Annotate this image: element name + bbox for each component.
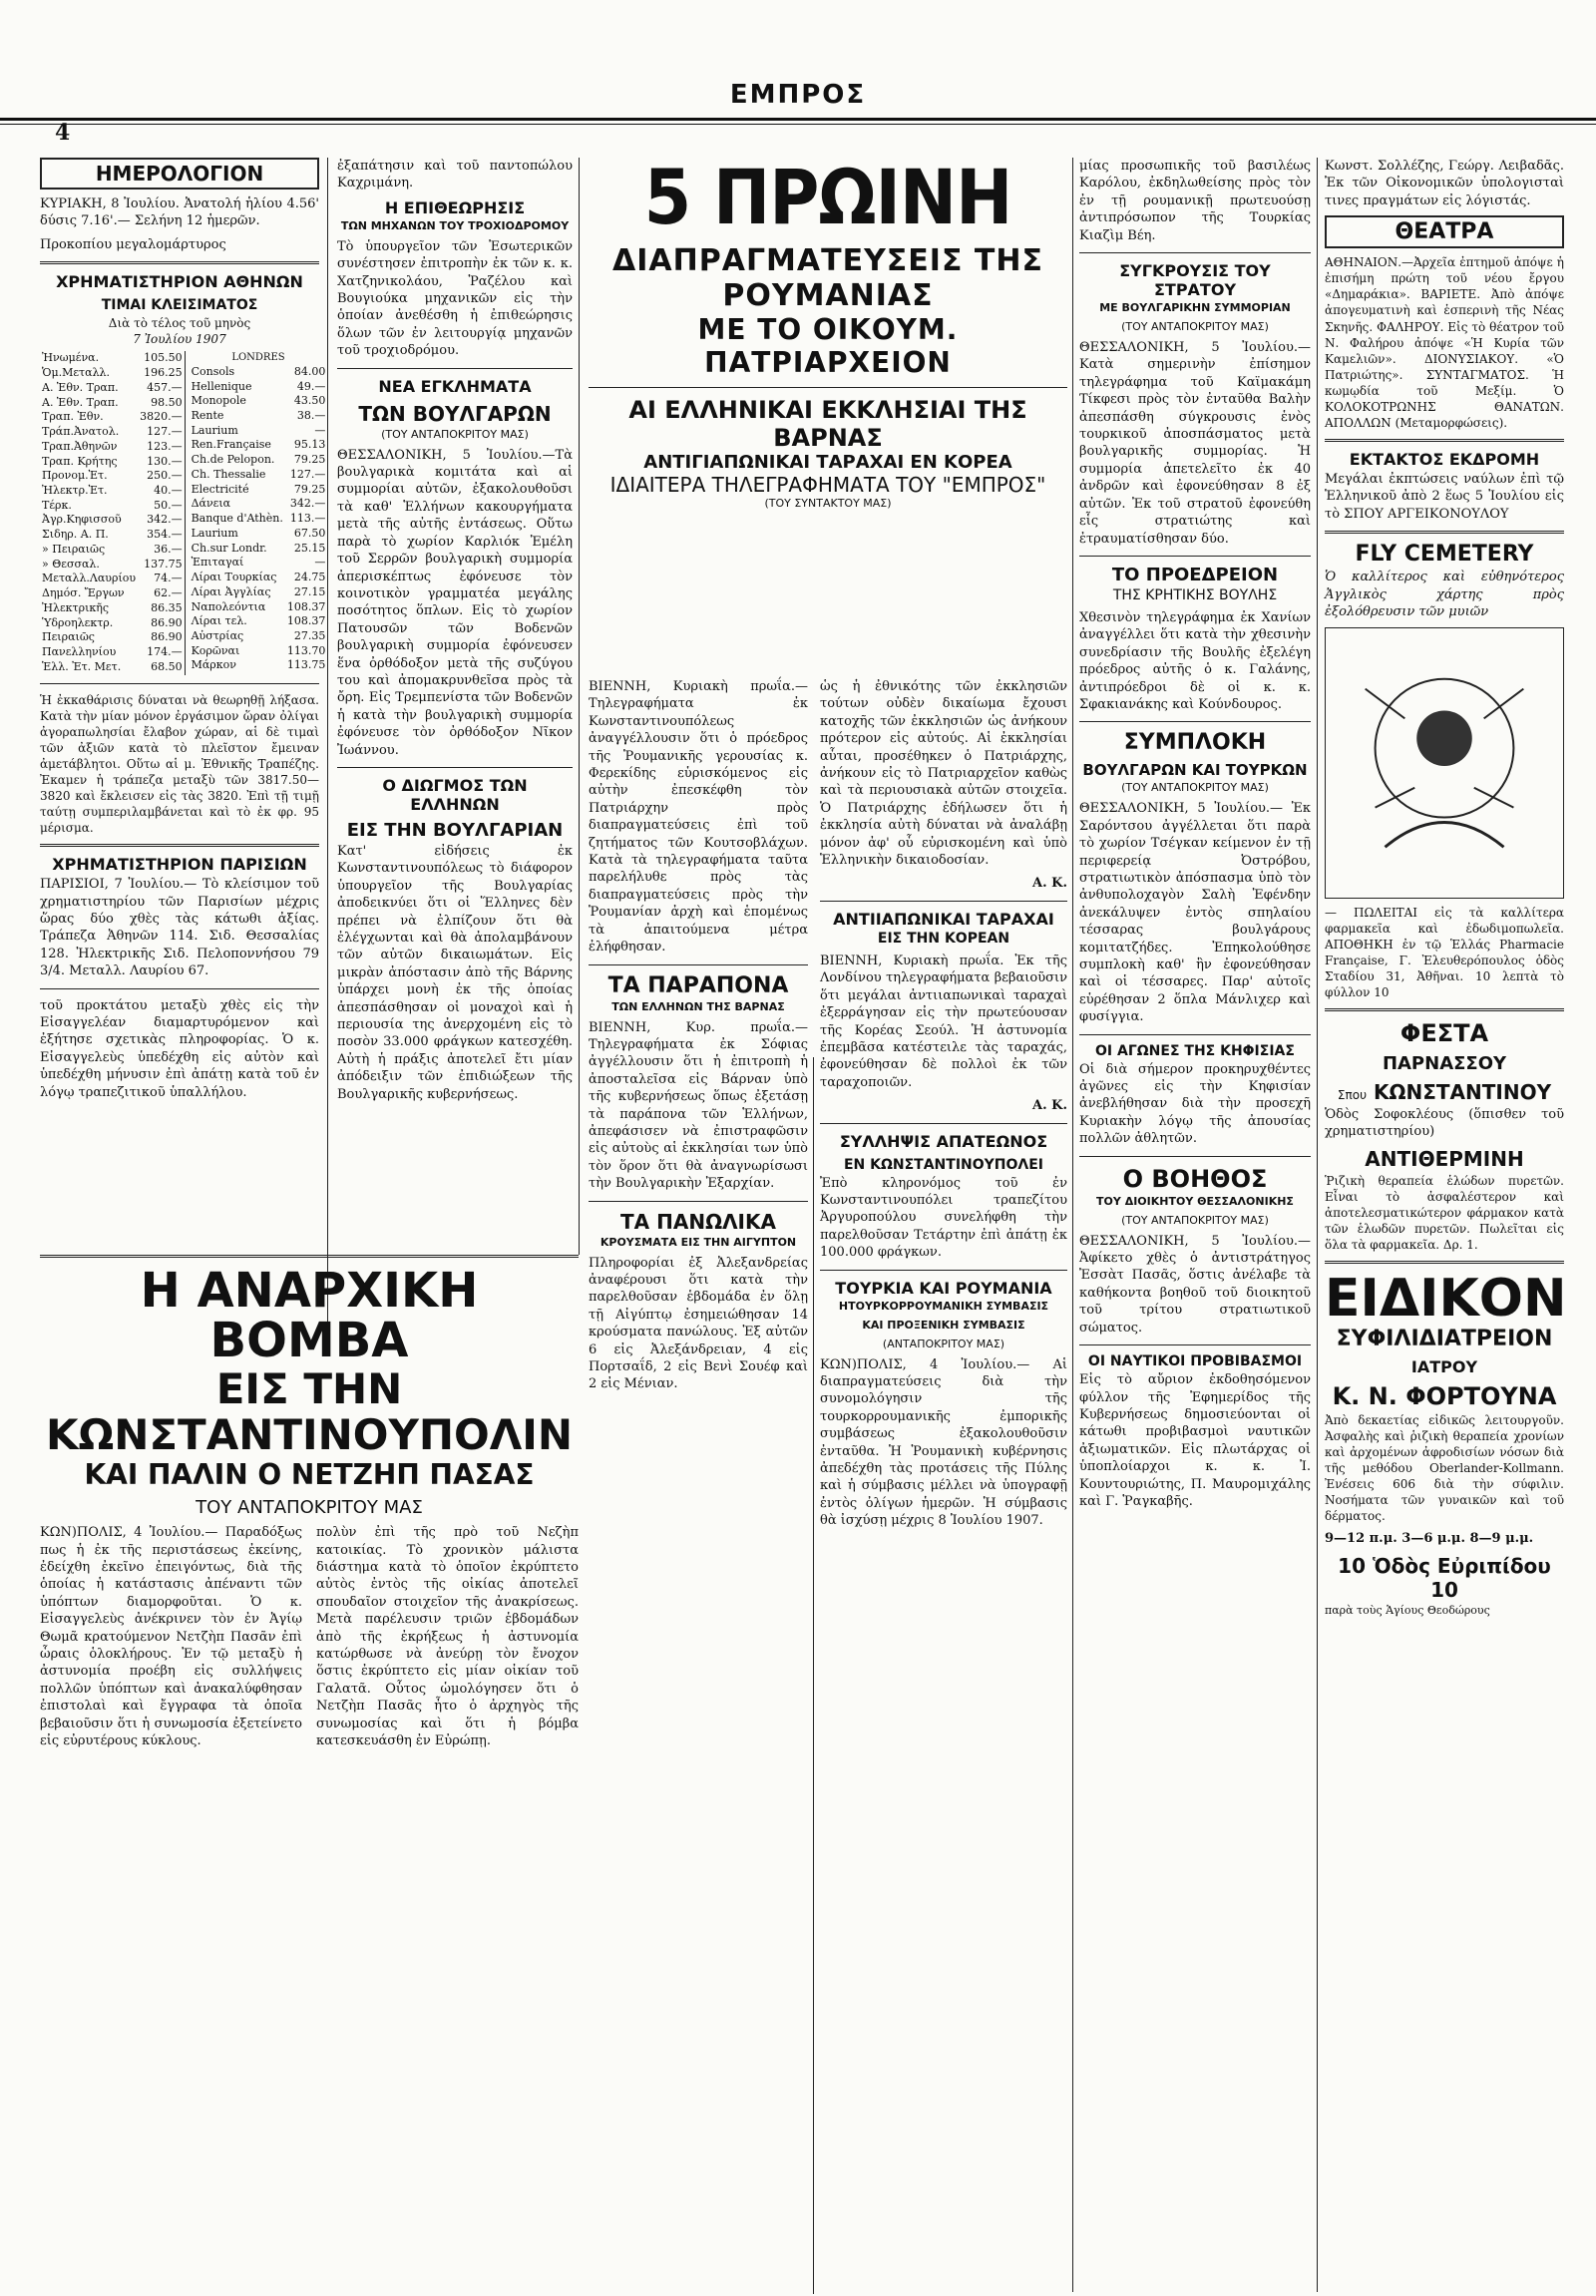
rate-name: Monopole — [191, 394, 246, 408]
news-sub: ΤΩΝ ΒΟΥΛΓΑΡΩΝ — [358, 401, 552, 426]
banner-line3: ΑΙ ΕΛΛΗΝΙΚΑΙ ΕΚΚΛΗΣΙΑΙ ΤΗΣ ΒΑΡΝΑΣ — [628, 396, 1027, 452]
column-rule — [1072, 158, 1073, 2292]
rate-row — [190, 658, 328, 673]
rate-value: 127.— — [289, 467, 326, 481]
rate-name: Δάνεια — [191, 497, 231, 511]
iatrou: ΙΑΤΡΟΥ — [1410, 1356, 1478, 1376]
clash-text: ΘΕΣΣΑΛΟΝΙΚΗ, 5 Ἰουλίου.— Ἐκ Σαρόντσου ἀγγέλλεται ὅτι παρὰ τὸ χωρίον Τσέγκαν κείμενον ἐν τῇ περιφερείᾳ Ὀστρόβου, στρατιωτικὸν ἀπόσπασμα ὑπὸ τὸν ἀνθυπολοχαγὸν Σαλὴ Ἐφένδην ἀνεκάλυψεν ἐντὸς σπηλαίου τέσσαρας βουλγάρους κομιτατζήδες. Ἐπηκολούθησε συμπλοκὴ καθ' ἣν ἐφονεύθησαν καὶ οἱ τέσσαρες. Παρ' αὐτοῖς εὑρέθησαν 2 ὅπλα Μάνλιχερ καὶ φυσίγγια. — [1079, 801, 1311, 1025]
varna-title: ΤΑ ΠΑΡΑΠΟΝΑ — [607, 972, 789, 998]
fraud-text: Ἐπὸ κληρονόμος τοῦ ἐν Κωνσταντινουπόλει τραπεζίτου Ἀργυροπούλου συνελήφθη τὴν παρελθοῦσαν Τετάρτην ἐπὶ ἀπάτῃ ἐκ 100.000 φράγκων. — [820, 1175, 1067, 1261]
rate-value: 123.— — [147, 439, 183, 453]
calendar-title: ΗΜΕΡΟΛΟΓΙΟΝ — [40, 158, 319, 190]
rate-row — [190, 438, 328, 453]
divider — [1079, 1344, 1311, 1345]
col1-trailing: τοῦ προκτάτου μεταξὺ χθὲς εἰς τὴν Εἰσαγγελέαν διαμαρτυρόμενον καὶ ἐξήτησε σχετικὰς πληροφορίας. Ὁ κ. Εἰσαγγελεὺς ὑπεδέχθη εἰς αὐτὸν καὶ ὑπεδέχθη μήνυσιν ἐπὶ ἀπάτῃ κατὰ τοῦ ἐν λόγῳ τραπεζιτικοῦ ὑπαλλήλου. — [40, 997, 319, 1100]
rate-name: Laurium — [191, 423, 238, 437]
army-text: ΘΕΣΣΑΛΟΝΙΚΗ, 5 Ἰουλίου.— Κατὰ σημερινὴν ἐπίσημον τηλεγράφημα τοῦ Καϊμακάμη Τίκφεσι πρὸς τὸν ἐνταῦθα Βαλὴν ἀπεσπάσθη σύγκρουσις ἑνὸς τουρκικοῦ ἀποσπάσματος μετὰ βουλγαρικῆς συμμορίας. Ἡ συμμορία ἀπετελεῖτο ἐκ 40 ἀνδρῶν καὶ ἐφονεύθησαν 8 ἐξ αὐτῶν. Ἐκ τοῦ στρατοῦ ἐφονεύθη εἷς στρατιώτης καὶ ἐτραυματίσθησαν δύο. — [1079, 340, 1311, 547]
rate-value: 3820.— — [140, 410, 183, 424]
kifisia-text: Οἱ διὰ σήμερον προκηρυχθέντες ἀγῶνες εἰς τὴν Κηφισίαν ἀνεβλήθησαν διὰ τὴν προσεχῆ Κυριακὴν λόγῳ τῆς ἀπουσίας πολλῶν ἀθλητῶν. — [1079, 1061, 1311, 1147]
divider — [40, 844, 319, 847]
rate-row — [40, 513, 185, 528]
rate-value: 49.— — [296, 379, 326, 393]
rate-value: 113.70 — [286, 643, 326, 657]
news-text: ΘΕΣΣΑΛΟΝΙΚΗ, 5 Ἰουλίου.—Τὰ βουλγαρικὰ κομιτάτα καὶ αἱ συμμορίαι αὐτῶν, ἐξακολουθοῦσι τὰ καθ' Ἑλλήνων κακουργήματα μετὰ τῆς αὐτῆς ἐντάσεως. Οὕτω παρὰ τὸ χωρίον Καρλιόκ Ἐμέλη τοῦ Σερρῶν βουλγαρικὴ συμμορία ἀπερισκέπτως ἐφόνευσε τὸν κοινοτικὸν γραμματέα μεγάλης ποσότητος ὅπλων. Εἰς τὸ χωρίον Πατουσῶν τῶν Βοδενῶν βουλγαρικὴ συμμορία ἐφόνευσεν ἕνα ὀρθόδοξον μετὰ τῆς συζύγου του καὶ ἀπομακρυνθεῖσα πρὸς τὰ ὄρη. Εἰς Τρεμπενίστα τῶν Βοδενῶν ἡ κατὰ τὴν βουλγαρικὴ συμμορία ἐφόνευσε τὸν ὀρθόδοξον Νῖκον Ἰωάννου. — [337, 447, 573, 758]
column-six — [1325, 158, 1567, 2282]
doctor-text: Ἀπὸ δεκαετίας εἰδικῶς λειτουργοῦν. Ἀσφαλὴς καὶ ῥιζικὴ θεραπεία χρονίων καὶ ἀρχομένων ἀφροδισίων νόσων διὰ τῆς μεθόδου Oberlander-Kollmann. Ἐνέσεις 606 διὰ τὴν σύφιλιν. Νοσήματα τῶν γυναικῶν καὶ τοῦ δέρματος. — [1325, 1412, 1564, 1524]
syph: ΣΥΦΙΛΙΔΙΑΤΡΕΙΟΝ — [1336, 1326, 1553, 1351]
column-two — [337, 158, 573, 1235]
rate-value: 108.37 — [286, 614, 326, 628]
rate-value: 86.90 — [151, 630, 183, 644]
theatre-text: ΑΘΗΝΑΙΟΝ.—Ἀρχεῖα ἐπτημοῦ ἀπόψε ἡ ἐπισήμη πρώτη τοῦ νέου ἔργου «Δημαράκια». ΒΑΡΙΕΤΕ. Ἀπὸ ἀπόψε ἀπογευματινὴ καὶ ἑσπερινὴ τῆς Νέας Σκηνῆς. ΦΑΛΗΡΟΥ. Εἰς τὸ θέατρον τοῦ Ν. Φαλήρου ἀπόψε «Ἡ Κυρία τῶν Καμελιῶν». ΔΙΟΝΥΣΙΑΚΟΥ. «Ὁ Πατριώτης». ΣΥΝΤΑΓΜΑΤΟΣ. Ἡ κωμῳδία τοῦ Μεξίμ. Ὁ ΚΟΛΟΚΟΤΡΩΝΗΣ ΘΑΝΑΤΩΝ. ΑΠΟΛΛΩΝ (Μεταμορφώσεις). — [1325, 255, 1564, 430]
divider — [40, 683, 319, 684]
varna-text: ΒΙΕΝΝΗ, Κυρ. πρωΐα.— Τηλεγραφήματα ἐκ Σόφιας ἀγγέλλουσιν ὅτι ἡ ἐπιτροπὴ ἡ ἀποσταλεῖσα εἰς Βάρναν ὑπὸ τῆς κυβερνήσεως ὅπως ἐξετάσῃ τὰ παράπονα τῶν Ἑλλήνων, ἀπεφάσισεν νὰ ἐπιστραφῶσιν εἰς αὐτοὺς αἱ ἐκκλησίαι των ὑπὸ τὸν ὅρον ὅτι θὰ ἀναγνωρίσωσι τὴν Βουλγαρικὴν Ἐξαρχίαν. — [589, 1019, 808, 1192]
rate-name: Τραπ. Ἐθν. — [42, 410, 104, 424]
article-a: ΒΙΕΝΝΗ, Κυριακὴ πρωΐα.— Τηλεγραφήματα ἐκ Κωνσταντινουπόλεως ἀναγγέλλουσιν ὅτι ὁ πρόεδρος τῆς Ῥουμανικῆς γερουσίας κ. Φερεκίδης εὑρισκόμενος εἰς αὐτὴν ἐπεσκέφθη τὸν Πατριάρχην πρὸς διαπραγματεύσεις ἐπὶ τοῦ ζητήματος τῶν Κουτσοβλάχων. Κατὰ τὰ τηλεγραφήματα ταῦτα παρελήλυθε πρὸς τὰς διαπραγματεύσεις πρὸς τὴν Ῥουμανίαν ἀρχὴ καὶ ἑπομένως τὰ ἀπαιτούμενα μέτρα ἐλήφθησαν. — [589, 679, 808, 956]
rate-name: Λίραι τελ. — [191, 614, 247, 628]
masthead-rule-thin — [0, 124, 1596, 125]
rate-row — [40, 543, 185, 558]
column-rule — [1317, 158, 1318, 2292]
divider — [1079, 721, 1311, 722]
rate-value: 79.25 — [293, 482, 326, 496]
rate-value: 342.— — [289, 497, 326, 511]
varna-sub: ΤΩΝ ΕΛΛΗΝΩΝ ΤΗΣ ΒΑΡΝΑΣ — [611, 999, 785, 1013]
rate-name: Ὑδροηλεκτρ. — [42, 615, 114, 629]
rate-row — [190, 600, 328, 615]
doctor-name: Κ. Ν. ΦΟΡΤΟΥΝΑ — [1332, 1381, 1557, 1410]
column-rule — [327, 158, 328, 1354]
divider — [820, 1123, 1067, 1124]
column-rule — [579, 158, 580, 1255]
column-calendar — [40, 158, 326, 1394]
navy-text: Εἰς τὸ αὔριον ἐκδοθησόμενον φύλλον τῆς Ἐφημερίδος τῆς Κυβερνήσεως δημοσιεύονται οἱ κάτωθι προβιβασμοὶ ναυτικῶν ἀξιωματικῶν. Εἰς πλωτάρχας οἱ ὑποπλοίαρχοι κ. κ. Ἰ. Κουντουριώτης, Π. Μαυρομιχάλης καὶ Γ. Ῥαγκαβῆς. — [1079, 1372, 1311, 1509]
rate-name: Ἠλεκτρικῆς — [42, 600, 110, 614]
rate-name: Consols — [191, 364, 235, 378]
calendar-saint: Προκοπίου μεγαλομάρτυρος — [40, 236, 226, 252]
divider — [1325, 1008, 1564, 1011]
rate-value: 43.50 — [293, 394, 326, 408]
helper-corr: (ΤΟΥ ΑΝΤΑΠΟΚΡΙΤΟΥ ΜΑΣ) — [1121, 1213, 1269, 1227]
constantine-prefix: Σπου — [1337, 1087, 1368, 1102]
army-title: ΣΥΓΚΡΟΥΣΙΣ ΤΟΥ ΣΤΡΑΤΟΥ — [1119, 261, 1271, 300]
rate-row — [190, 394, 328, 409]
slaughter-sub: ΕΙΣ ΤΗΝ ΒΟΥΛΓΑΡΙΑΝ — [346, 819, 564, 841]
rate-row — [190, 571, 328, 585]
rates-left-table — [40, 351, 185, 674]
page-number: 4 — [55, 120, 71, 146]
treaty-sub2: ΚΑΙ ΠΡΟΞΕΝΙΚΗ ΣΥΜΒΑΣΙΣ — [862, 1318, 1025, 1332]
closing-title: ΤΙΜΑΙ ΚΛΕΙΣΙΜΑΤΟΣ — [101, 297, 258, 314]
col2-lead: ἐξαπάτησιν καὶ τοῦ παντοπώλου Καχριμάνη. — [337, 159, 573, 191]
rate-name: Ch. Thessalie — [191, 467, 266, 481]
rate-row — [190, 424, 328, 439]
bomb-corr: ΤΟΥ ΑΝΤΑΠΟΚΡΙΤΟΥ ΜΑΣ — [196, 1497, 423, 1519]
signature: Α. Κ. — [1032, 1098, 1067, 1114]
army-sub: ΜΕ ΒΟΥΛΓΑΡΙΚΗΝ ΣΥΜΜΟΡΙΑΝ — [1099, 301, 1291, 315]
rate-row — [190, 497, 328, 512]
doctor-address-note: παρὰ τοὺς Ἁγίους Θεοδώρους — [1325, 1603, 1490, 1617]
rate-value: 86.35 — [151, 600, 183, 614]
rate-row — [190, 585, 328, 600]
rate-name: Hellenique — [191, 379, 252, 393]
rate-row — [190, 468, 328, 483]
fly-illustration-icon — [1326, 628, 1563, 898]
rate-row — [40, 558, 185, 573]
rate-name: Ναπολεόντια — [191, 599, 266, 613]
divider — [820, 1270, 1067, 1271]
antifermin-text: Ῥιζικὴ θεραπεία ἑλώδων πυρετῶν. Εἶναι τὸ ἀσφαλέστερον καὶ ἀποτελεσματικώτερον φάρμακον κατὰ τῶν ἑλωδῶν πυρετῶν. Πωλεῖται εἰς ὅλα τὰ φαρμακεῖα. Δρ. 1. — [1325, 1173, 1564, 1253]
treaty-corr: (ΑΝΤΑΠΟΚΡΙΤΟΥ ΜΑΣ) — [882, 1337, 1005, 1350]
rate-row — [40, 601, 185, 616]
korea-title: ΑΝΤΙΙΑΠΩΝΙΚΑΙ ΤΑΡΑΧΑΙ — [833, 909, 1054, 929]
rate-row — [40, 528, 185, 543]
rates-right — [190, 351, 328, 674]
rate-row — [40, 660, 185, 675]
divider — [1325, 1261, 1564, 1264]
rate-row — [40, 484, 185, 499]
rate-name: Τραπ.Ἀθηνῶν — [42, 439, 118, 453]
masthead-title: ΕΜΠΡΟΣ — [729, 80, 867, 110]
rate-name: Τέρκ. — [42, 498, 72, 512]
helper-title: Ο ΒΟΗΘΟΣ — [1122, 1164, 1268, 1193]
helper-text: ΘΕΣΣΑΛΟΝΙΚΗ, 5 Ἰουλίου.— Ἀφίκετο χθὲς ὁ ἀντιστράτηγος Ἐσσὰτ Πασᾶς, ὅστις ἀνέλαβε τὰ καθήκοντα βοηθοῦ τοῦ διοικητοῦ τοῦ τρίτου στρατιωτικοῦ σώματος. — [1079, 1233, 1311, 1336]
egypt-text: Πληροφορίαι ἐξ Ἀλεξανδρείας ἀναφέρουσι ὅτι κατὰ τὴν παρελθοῦσαν ἑβδομάδα ἐν ὅλῃ τῇ Αἰγύπτῳ ἐσημειώθησαν 14 κρούσματα πανώλους. Ἐξ αὐτῶν 6 εἰς Ἀλεξάνδρειαν, 4 εἰς Πορτσαΐδ, 2 εἰς Βενὶ Σουέφ καὶ 2 εἰς Μένιαν. — [589, 1255, 808, 1392]
bomb-story — [40, 1247, 579, 2284]
rate-value: 354.— — [147, 528, 183, 542]
fly-caption: Ὁ καλλίτερος καὶ εὐθηνότερος Ἀγγλικὸς χάρτης πρὸς ἐξολόθρευσιν τῶν μυιῶν — [1325, 570, 1564, 620]
rate-value: 74.— — [154, 572, 183, 585]
rate-row — [40, 630, 185, 645]
rate-value: 86.90 — [151, 615, 183, 629]
rate-name: Αὐστρίας — [191, 628, 244, 642]
rate-value: 105.50 — [144, 351, 183, 365]
rate-value: 127.— — [147, 425, 183, 439]
rate-name: Electricité — [191, 482, 249, 496]
rate-row — [40, 469, 185, 484]
rate-row — [190, 644, 328, 659]
rate-value: 108.37 — [286, 599, 326, 613]
rate-name: Ἀγρ.Κηφισσοῦ — [42, 513, 122, 527]
col5-lead: μίας προσωπικῆς τοῦ βασιλέως Καρόλου, ἐκδηλωθείσης πρὸς τὸν ἐν τῇ ρουμανικῇ πρωτευούσῃ ἀντιπρόσωπον τῆς Τουρκίας Κιαζὶμ Βέη. — [1079, 159, 1311, 243]
rate-row — [40, 645, 185, 660]
rate-row — [40, 381, 185, 396]
news-corr: (ΤΟΥ ΑΝΤΑΠΟΚΡΙΤΟΥ ΜΑΣ) — [381, 427, 529, 441]
divider — [40, 988, 319, 989]
rates-tables — [40, 351, 326, 674]
inspection-title: Η ΕΠΙΘΕΩΡΗΣΙΣ — [384, 197, 526, 217]
rates-left — [40, 351, 186, 674]
rate-value: — — [314, 423, 326, 437]
rate-value: 98.50 — [151, 395, 183, 409]
rate-name: Ren.Française — [191, 438, 271, 452]
treaty-text: ΚΩΝ)ΠΟΛΙΣ, 4 Ἰουλίου.— Αἱ διαπραγματεύσεις διὰ τὴν συνομολόγησιν τῆς τουρκορρουμανικῆς ἐμπορικῆς συμβάσεως ἐξακολουθοῦσιν ἐνταῦθα. Ἡ Ῥουμανικὴ κυβέρνησις ἀπεδέχθη τὰς προτάσεις τῆς Πύλης καὶ ἡ σύμβασις μέλλει νὰ ὑπογραφῇ ἐντὸς ὀλίγων ἡμερῶν. Ἡ σύμβασις θὰ ἰσχύσῃ μέχρις 8 Ἰουλίου 1907. — [820, 1356, 1067, 1529]
rate-value: 457.— — [147, 380, 183, 394]
rate-name: Ὁμ.Μεταλλ. — [42, 366, 111, 380]
rate-value: 62.— — [154, 586, 183, 600]
rate-value: — — [314, 556, 326, 570]
bomb-subheadline: ΕΙΣ ΤΗΝ ΚΩΝΣΤΑΝΤΙΝΟΥΠΟΛΙΝ — [45, 1363, 574, 1459]
rate-value: 113.75 — [286, 658, 326, 672]
banner-line6: (ΤΟΥ ΣΥΝΤΑΚΤΟΥ ΜΑΣ) — [764, 497, 892, 510]
rate-row — [190, 542, 328, 557]
article-b: ὡς ἡ ἐθνικότης τῶν ἐκκλησιῶν τούτων οὐδὲν δικαίωμα ἔχουσι κατοχῆς τῶν ἐκκλησιῶν ὡς ἀνήκουν πρότερον εἰς αὐτούς. Αἱ ἐκκλησίαι αὗται, προσέθηκεν ὁ Πατριάρχης, ἀνήκουν εἰς τὸ Πατριαρχεῖον καθὼς καὶ τὰ περιουσιακὰ αὐτῶν στοιχεῖα. Ὁ Πατριάρχης ἐδήλωσεν ὅτι ἡ ἐκκλησία αὐτὴ δύναται νὰ ἀναλάβῃ μόνον ἀφ' οὗ εὐρισκομένη καὶ ὑπὸ Ἑλληνικὴν δικαιοδοσίαν. — [820, 679, 1067, 869]
divider — [1079, 556, 1311, 557]
rate-row — [40, 455, 185, 470]
rate-name: Σιδηρ. Α. Π. — [42, 528, 109, 542]
rate-name: Πειραιῶς — [42, 630, 95, 644]
rate-row — [40, 616, 185, 631]
rate-value: 130.— — [147, 454, 183, 468]
rate-value: 36.— — [154, 542, 183, 556]
excursion-text: Μεγάλαι ἐκπτώσεις ναύλων ἐπὶ τῷ Ἑλληνικοῦ ἀπὸ 2 ἕως 5 Ἰουλίου εἰς τὸ ΣΠΟΥ ΑΡΓΕΙΚΟΝΟΥΛΟΥ — [1325, 472, 1564, 522]
rate-name: Ἐπιταγαί — [191, 556, 244, 570]
president-sub: ΤΗΣ ΚΡΗΤΙΚΗΣ ΒΟΥΛΗΣ — [1112, 586, 1278, 603]
divider — [1079, 1156, 1311, 1157]
bourse-title: ΧΡΗΜΑΤΙΣΤΗΡΙΟΝ ΑΘΗΝΩΝ — [56, 272, 303, 292]
rate-value: 50.— — [154, 498, 183, 512]
rate-name: Προνομ.Ἐτ. — [42, 469, 108, 483]
army-corr: (ΤΟΥ ΑΝΤΑΠΟΚΡΙΤΟΥ ΜΑΣ) — [1121, 320, 1269, 334]
fly-title: FLY CEMETERY — [1355, 542, 1534, 568]
rate-name: » Θεσσαλ. — [42, 557, 100, 571]
divider — [337, 767, 573, 768]
center-banner — [589, 153, 1067, 676]
rate-value: 24.75 — [293, 571, 326, 584]
treaty-sub: ΗΤΟΥΡΚΟΡΡΟΥΜΑΝΙΚΗ ΣΥΜΒΑΣΙΣ — [838, 1299, 1049, 1313]
rate-value: 137.75 — [144, 557, 183, 571]
clash-corr: (ΤΟΥ ΑΝΤΑΠΟΚΡΙΤΟΥ ΜΑΣ) — [1121, 781, 1269, 795]
constantine-name: ΚΩΝΣΤΑΝΤΙΝΟΥ — [1373, 1079, 1552, 1104]
rate-row — [40, 499, 185, 514]
egypt-title: ΤΑ ΠΑΝΩΛΙΚΑ — [620, 1209, 776, 1234]
rate-name: Banque d'Athèn. — [191, 512, 283, 526]
rate-value: 25.15 — [293, 541, 326, 555]
rate-value: 196.25 — [144, 366, 183, 380]
rate-value: 174.— — [147, 645, 183, 659]
rate-row — [40, 396, 185, 411]
banner-line5: ΙΔΙΑΙΤΕΡΑ ΤΗΛΕΓΡΑΦΗΜΑΤΑ ΤΟΥ "ΕΜΠΡΟΣ" — [609, 473, 1046, 497]
rate-name: Ch.sur Londr. — [191, 541, 267, 555]
rate-row — [190, 629, 328, 644]
bomb-headline: Η ΑΝΑΡΧΙΚΗ ΒΟΜΒΑ — [140, 1263, 479, 1369]
divider — [1325, 531, 1564, 534]
divider — [589, 964, 808, 965]
president-title: ΤΟ ΠΡΟΕΔΡΕΙΟΝ — [1111, 564, 1279, 585]
signature: Α. Κ. — [1032, 876, 1067, 892]
rate-value: 27.15 — [293, 584, 326, 598]
divider — [1079, 252, 1311, 253]
divider — [820, 901, 1067, 902]
rate-name: » Πειραιῶς — [42, 542, 106, 556]
inspection-text: Τὸ ὑπουργεῖον τῶν Ἐσωτερικῶν συνέστησεν ἐπιτροπὴν ἐκ τῶν κ. κ. Χατζηνικολάου, Ῥαζέλου καὶ Βουγιούκα μηχανικῶν εἰς τὴν ὁποίαν ἀνεθέσθη ἡ ἐπιθεώρησις ὅλων τῶν ἐν λειτουργίᾳ μηχανῶν τοῦ τροχιοδρόμου. — [337, 238, 573, 359]
rate-name: Δημόσ. Ἔργων — [42, 586, 125, 600]
rate-name: Πανελληνίου — [42, 645, 117, 659]
rate-value: 113.— — [289, 512, 326, 526]
divider — [337, 368, 573, 369]
excursion-title: ΕΚΤΑΚΤΟΣ ΕΚΔΡΟΜΗ — [1349, 450, 1540, 470]
korea-text: ΒΙΕΝΝΗ, Κυριακὴ πρωΐα. Ἐκ τῆς Λονδίνου τηλεγραφήματα βεβαιοῦσιν ὅτι μεγάλαι ἀντιιαπωνικαὶ ταραχαὶ ἐξερράγησαν εἰς τὴν πρωτεύουσαν τῆς Κορέας Σεούλ. Ἡ ἀστυνομία ἐπεμβᾶσα κατέστειλε τὰς ταραχάς, ἐφονεύθησαν δὲ πολλοὶ ἐκ τῶν ταραχοποιῶν. — [820, 953, 1067, 1090]
rate-value: 84.00 — [293, 364, 326, 378]
president-text: Χθεσινὸν τηλεγράφημα ἐκ Χανίων ἀναγγέλλει ὅτι κατὰ τὴν χθεσινὴν συνεδρίασιν τῆς Βουλῆς ἐξελέγη πρόεδρος αὐτῆς ὁ κ. Γαλάνης, ἀντιπρόεδροι δὲ οἱ κ. κ. Σφακιανάκης καὶ Κούνδουρος. — [1079, 609, 1311, 712]
feasts-title: ΦΕΣΤΑ — [1399, 1018, 1489, 1047]
helper-sub: ΤΟΥ ΔΙΟΙΚΗΤΟΥ ΘΕΣΣΑΛΟΝΙΚΗΣ — [1096, 1194, 1294, 1208]
rate-name: Ch.de Pelopon. — [191, 453, 275, 467]
rate-value: 95.13 — [293, 438, 326, 452]
rate-row — [40, 351, 185, 366]
col6-lead: Κωνστ. Σολλέζης, Γεώργ. Λειβαδᾶς. Ἐκ τῶν Οἰκονομικῶν ὑπολογισταὶ τινες πραγμάτων εἰς λόγιστάς. — [1325, 159, 1564, 208]
divider — [1079, 1034, 1311, 1035]
eidikon: ΕΙΔΙΚΟΝ — [1325, 1269, 1567, 1330]
rate-row — [190, 380, 328, 395]
theatre-title: ΘΕΑΤΡΑ — [1325, 215, 1564, 248]
rate-value: 67.50 — [293, 526, 326, 540]
divider — [40, 261, 319, 264]
paris-text: ΠΑΡΙΣΙΟΙ, 7 Ἰουλίου.— Τὸ κλείσιμον τοῦ χρηματιστηρίου τῶν Παρισίων μέχρις ὥρας δύο χθὲς τὰς κάτωθι ἀξίας. Τράπεζα Ἀθηνῶν 114. Σιδ. Θεσσαλίας 128. Ἠλεκτρικῆς Σιδ. Πελοποννήσου 79 3/4. Μεταλλ. Λαυρίου 67. — [40, 877, 319, 979]
parnassos: ΠΑΡΝΑΣΣΟΥ — [1382, 1052, 1507, 1074]
bourse-text: Ἡ ἐκκαθάρισις δύναται νὰ θεωρηθῇ λήξασα. Κατὰ τὴν μίαν μόνον ἐργάσιμον ὥραν ὀλίγαι ἀγοραπωλησίαι ἔλαβον χώραν, αἱ δὲ τιμαὶ τῶν ἀξιῶν κατὰ τὸ πλεῖστον ἔμειναν ἀμετάβλητοι. Οὕτω αἱ μ. Ἐθνικῆς Τραπέζης. Ἐκαμεν ἡ τράπεζα μεταξὺ τῶν 3817.50—3820 καὶ ἔκλεισεν εἰς τὰς 3820. Ἐπὶ τῇ τιμῇ ταύτῃ συμπεριλαμβάνεται καὶ τὸ ἐκ φρ. 95 μέρισμα. — [40, 692, 319, 836]
rate-value: 250.— — [147, 469, 183, 483]
column-five — [1079, 158, 1311, 2282]
rate-row — [190, 556, 328, 571]
clash-sub: ΒΟΥΛΓΑΡΩΝ ΚΑΙ ΤΟΥΡΚΩΝ — [1082, 761, 1308, 780]
rate-name: Λίραι Τουρκίας — [191, 571, 277, 584]
banner-line1: ΔΙΑΠΡΑΓΜΑΤΕΥΣΕΙΣ ΤΗΣ ΡΟΥΜΑΝΙΑΣ — [612, 243, 1043, 313]
constantine — [1325, 1080, 1564, 1104]
rate-name: Κορῶναι — [191, 643, 240, 657]
rate-row — [190, 409, 328, 424]
inspection-sub: ΤΩΝ ΜΗΧΑΝΩΝ ΤΟΥ ΤΡΟΧΙΟΔΡΟΜΟΥ — [340, 218, 570, 232]
center-col-b — [820, 678, 1067, 2274]
rate-row — [40, 410, 185, 425]
korea-sub: ΕΙΣ ΤΗΝ ΚΟΡΕΑΝ — [877, 930, 1010, 947]
rate-name: Rente — [191, 408, 224, 422]
rate-name: Laurium — [191, 526, 238, 540]
rate-name: Μάρκον — [191, 658, 236, 672]
rate-value: 40.— — [154, 483, 183, 497]
divider — [589, 387, 1067, 388]
rate-value: 342.— — [147, 513, 183, 527]
calendar-date: ΚΥΡΙΑΚΗ, 8 Ἰουλίου. Ἀνατολή ἡλίου 4.56' δύσις 7.16'.— Σελήνη 12 ἡμερῶν. — [40, 196, 319, 229]
rate-name: Ἑλλ. Ἐτ. Μετ. — [42, 659, 122, 673]
rate-row — [190, 527, 328, 542]
period-line: Διὰ τὸ τέλος τοῦ μηνὸς — [108, 316, 251, 331]
rate-row — [190, 614, 328, 629]
rate-row — [190, 453, 328, 468]
fly-text: — ΠΩΛΕΙΤΑΙ εἰς τὰ καλλίτερα φαρμακεῖα καὶ ἐδωδιμοπωλεῖα. ΑΠΟΘΗΚΗ ἐν τῷ Ἑλλάς Pharmacie Française, Γ. Ἐλευθερόπουλος ὁδὸς Σταδίου 31, Ἀθῆναι. 10 λεπτὰ τὸ φύλλον 10 — [1325, 905, 1564, 999]
rate-row — [40, 586, 185, 601]
rate-row — [190, 365, 328, 380]
rate-value: 68.50 — [151, 659, 183, 673]
masthead-rule — [0, 118, 1596, 121]
london-label: LONDRES — [231, 352, 285, 364]
rate-name: Α. Ἐθν. Τραπ. — [42, 380, 119, 394]
bomb-text-a: ΚΩΝ)ΠΟΛΙΣ, 4 Ἰουλίου.— Παραδόξως πως ἡ ἐκ τῆς περιστάσεως ἐκείνης, ἐδείχθη ἐκεῖνο ἐπειγόντως, διὰ τῆς ὁποίας ἡ κατάστασις ἀπέναντι τῶν ὑπόπτων διαμορφοῦται. Ὁ κ. Εἰσαγγελεὺς ἀνέκρινεν τὸν ἐν Ἀγίῳ Θωμᾶ κρατούμενον Νετζὴπ Πασᾶν ἐπὶ ὧραις ὁλοκλήρους. Ἐν τῷ μεταξὺ ἡ ἀστυνομία προέβη εἰς συλλήψεις πολλῶν ὑπόπτων καὶ ἀνακαλύφθησαν ἐπιστολαὶ καὶ ἔγγραφα τὰ ὁποῖα βεβαιοῦσιν ὅτι ἡ συνωμοσία ἐξετείνετο εἰς εὐρυτέρους κύκλους. — [40, 1525, 302, 1749]
rate-name: Μεταλλ.Λαυρίου — [42, 572, 137, 585]
news-title: ΝΕΑ ΕΓΚΛΗΜΑΤΑ — [378, 376, 532, 396]
rate-name: Τραπ. Κρήτης — [42, 454, 118, 468]
rate-name: Α. Ἐθν. Τραπ. — [42, 395, 119, 409]
rate-row — [190, 512, 328, 527]
navy-title: ΟΙ ΝΑΥΤΙΚΟΙ ΠΡΟΒΙΒΑΣΜΟΙ — [1087, 1353, 1303, 1370]
fraud-title: ΣΥΛΛΗΨΙΣ ΑΠΑΤΕΩΝΟΣ — [839, 1131, 1048, 1151]
rate-row — [40, 440, 185, 455]
clash-title: ΣΥΜΠΛΟΚΗ — [1123, 730, 1267, 756]
column-rule — [813, 1057, 814, 2294]
rate-row — [40, 425, 185, 440]
divider — [40, 1255, 579, 1258]
street: Ὁδὸς Σοφοκλέους (ὅπισθεν τοῦ χρηματιστηρίου) — [1325, 1106, 1564, 1140]
egypt-sub: ΚΡΟΥΣΜΑΤΑ ΕΙΣ ΤΗΝ ΑΙΓΥΠΤΟΝ — [599, 1235, 797, 1249]
divider — [589, 1201, 808, 1202]
banner-line2: ΜΕ ΤΟ ΟΙΚΟΥΜ. ΠΑΤΡΙΑΡΧΕΙΟΝ — [697, 313, 959, 379]
doctor-address: 10 Ὁδὸς Εὐριπίδου 10 — [1338, 1553, 1551, 1602]
rate-value: 79.25 — [293, 453, 326, 467]
rate-row — [40, 572, 185, 586]
slaughter-text: Κατ' εἰδήσεις ἐκ Κωνσταντινουπόλεως τὸ διάφορον ὑπουργεῖον τῆς Βουλγαρίας ἀποδεικνύει ὅτι οἱ Ἕλληνες δὲν πρέπει νὰ ἐλπίζουν ὅτι θὰ ἐλέγχωνται καὶ θὰ ἀπολαμβάνουν τῶν αὐτῶν δικαιωμάτων. Εἰς μικρὰν ἀπόστασιν ἀπὸ τῆς Βάρνης ὑπάρχει μονὴ ἐκ τῆς ὁποίας ἀπεσπάσθησαν οἱ μοναχοὶ καὶ ἡ περιουσία της ἀνερχομένη εἰς τὸ ποσὸν 33.000 φράγκων κατεσχέθη. Αὐτὴ ἡ πράξις ἀποτελεῖ ἔτι μίαν ἀπόδειξιν τῶν ἐπιδιώξεων τῆς Βουλγαρικῆς κυβερνήσεως. — [337, 843, 573, 1102]
period-date: 7 Ἰουλίου 1907 — [133, 332, 226, 347]
doctor-hours: 9—12 π.μ. 3—6 μ.μ. 8—9 μ.μ. — [1325, 1531, 1534, 1547]
treaty-title: ΤΟΥΡΚΙΑ ΚΑΙ ΡΟΥΜΑΝΙΑ — [835, 1278, 1052, 1298]
kifisia-title: ΟΙ ΑΓΩΝΕΣ ΤΗΣ ΚΗΦΙΣΙΑΣ — [1095, 1042, 1295, 1059]
antifermin-title: ΑΝΤΙΘΕΡΜΙΝΗ — [1365, 1146, 1524, 1171]
bomb-line3: ΚΑΙ ΠΑΛΙΝ Ο ΝΕΤΖΗΠ ΠΑΣΑΣ — [84, 1458, 535, 1492]
rate-name: Ἠνωμένα. — [42, 351, 100, 365]
center-col-a — [589, 678, 808, 2274]
bomb-body — [40, 1524, 579, 1755]
fly-illustration — [1325, 627, 1564, 899]
rate-value: 27.35 — [293, 628, 326, 642]
giant-headline: 5 ΠΡΩΙΝΗ — [643, 153, 1012, 241]
rate-value: 38.— — [296, 408, 326, 422]
rate-row — [190, 483, 328, 498]
bomb-text-b: πολὺν ἐπὶ τῆς πρὸ τοῦ Νεζὴπ κατοικίας. Τὸ χρονικὸν μάλιστα διάστημα κατὰ τὸ ὁποῖον ἐκρύπτετο αὐτὸς ἐντὸς τῆς οἰκίας ἀποτελεῖ σπουδαῖον στοιχεῖον τῆς ἀνακρίσεως. Μετὰ παρέλευσιν τριῶν ἑβδομάδων ἀπὸ τῆς ἐκρήξεως ἡ ἀστυνομία κατώρθωσε νὰ ἀνεύρῃ τὸν ἔνοχον ὅστις ἐκρύπτετο εἰς μίαν οἰκίαν τοῦ Γαλατᾶ. Οὗτος ὡμολόγησεν ὅτι ὁ Νετζὴπ Πασᾶς ἦτο ὁ ἀρχηγὸς τῆς συνωμοσίας καὶ ὅτι ἡ βόμβα κατεσκευάσθη ἐν Εὐρώπῃ. — [316, 1525, 579, 1749]
rate-name: Ἠλεκτρ.Ἐτ. — [42, 483, 108, 497]
rate-name: Τράπ.Ἀνατολ. — [42, 425, 120, 439]
rate-row — [40, 366, 185, 381]
rates-right-table — [190, 365, 328, 673]
paris-title: ΧΡΗΜΑΤΙΣΤΗΡΙΟΝ ΠΑΡΙΣΙΩΝ — [52, 855, 307, 875]
divider — [1325, 439, 1564, 442]
rate-name: Λίραι Ἀγγλίας — [191, 584, 271, 598]
slaughter-title: Ο ΔΙΩΓΜΟΣ ΤΩΝ ΕΛΛΗΝΩΝ — [382, 775, 528, 814]
banner-line4: ΑΝΤΙΓΙΑΠΩΝΙΚΑΙ ΤΑΡΑΧΑΙ ΕΝ ΚΟΡΕΑ — [643, 452, 1012, 473]
fraud-sub: ΕΝ ΚΩΝΣΤΑΝΤΙΝΟΥΠΟΛΕΙ — [843, 1156, 1044, 1173]
